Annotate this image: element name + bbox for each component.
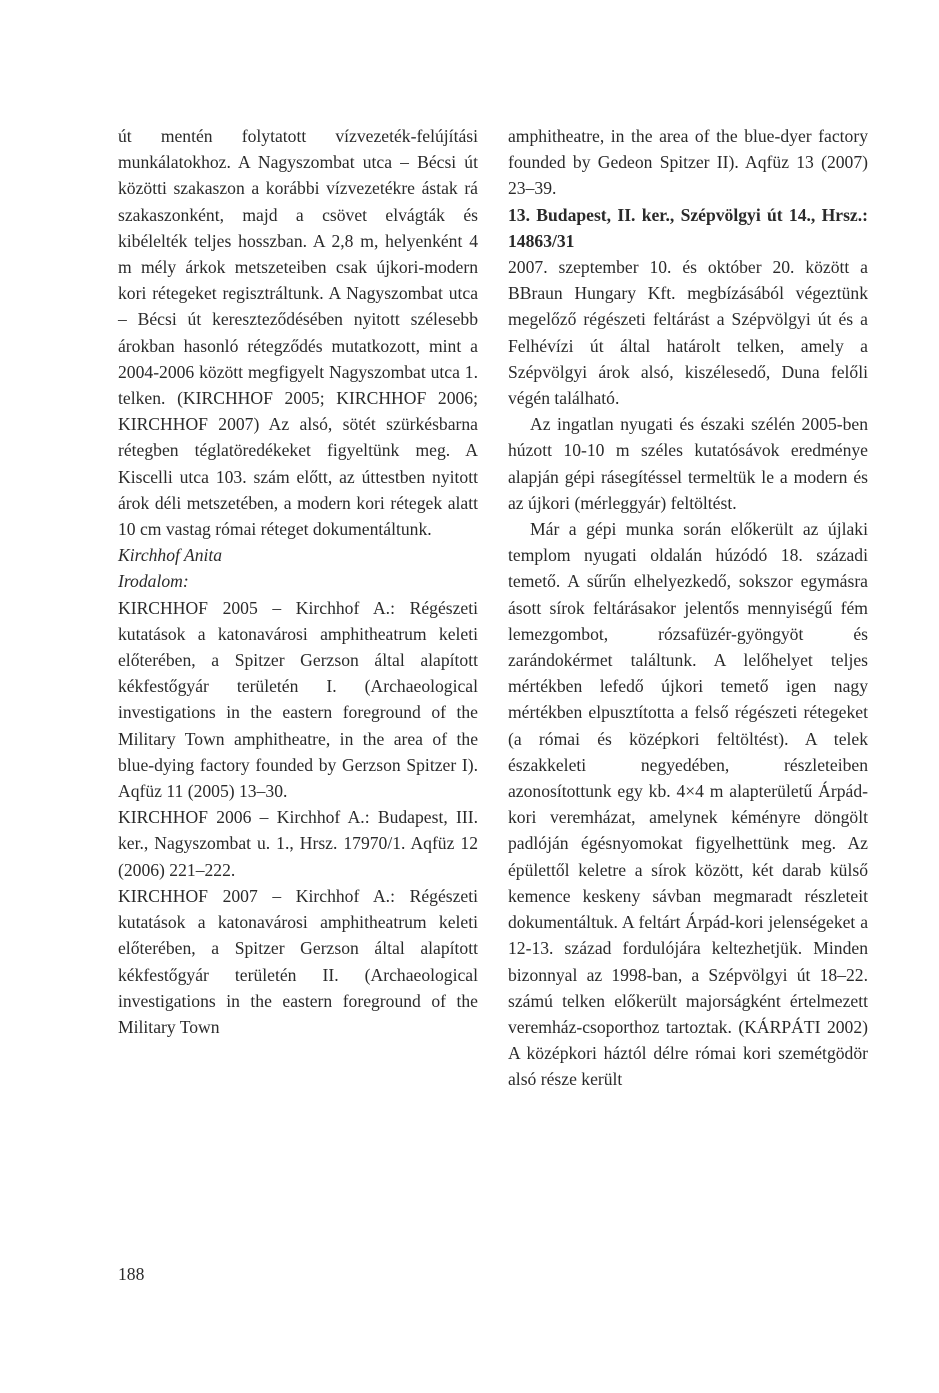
section-heading: 13. Budapest, II. ker., Szépvölgyi út 14., Hrsz.: 14863/31 xyxy=(508,204,868,251)
literature-label: Irodalom: xyxy=(118,571,189,592)
body-paragraph: Az ingatlan nyugati és északi szélén 2005-ben húzott 10-10 m széles kutatósávok eredménye alapján gépi rásegítéssel termeltük le a modern és az újkori (mérleggyár) feltöltést. xyxy=(508,414,868,513)
reference-continuation: amphitheatre, in the area of the blue-dyer factory founded by Gedeon Spitzer II). Aqfüz 13 (2007) 23–39. xyxy=(508,126,868,199)
page-number: 188 xyxy=(118,1264,145,1284)
body-paragraph: út mentén folytatott vízvezeték-felújítási munkálatokhoz. A Nagyszombat utca – Bécsi út közötti szakaszon a korábbi vízvezetékre ástak rá szakaszonként, majd a csövet elvágták és kibélelték teljes hosszban. A 2,8 m, helyenként 4 m mély árkok metszeteiben csak újkori-modern kori rétegeket regisztráltunk. A Nagyszombat utca – Bécsi út kereszteződésében nyitott szélesebb árokban hasonló rétegződés mutatkozott, mint a 2004-2006 között megfigyelt Nagyszombat utca 1. telken. (KIRCHHOF 2005; KIRCHHOF 2006; KIRCHHOF 2007) Az alsó, sötét szürkésbarna rétegben téglatöredékeket figyeltünk meg. A Kiscelli utca 103. szám előtt, az úttestben nyitott árok déli metszetében, a modern kori rétegek alatt 10 cm vastag római réteget dokumentáltunk. xyxy=(118,126,478,540)
body-paragraph: Már a gépi munka során előkerült az újlaki templom nyugati oldalán húzódó 18. századi temető. A sűrűn elhelyezkedő, sokszor egymásra ásott sírok feltárásakor jelentős mennyiségű fém lemezgombot, rózsafüzér-gyöngyöt és zarándokérmet találtunk. A lelőhelyet teljes mértékben lefedő újkori temető igen nagy mértékben elpusztította a felső régészeti rétegeket (a római és középkori feltöltést). A telek északkeleti negyedében, részleteiben azonosítottunk egy kb. 4×4 m alapterületű Árpád-kori veremházat, amelynek kéményre döngölt padlóján égésnyomokat figyelhettünk meg. Az épülettől keletre a sírok között, két darab külső kemence keskeny sávban megmaradt részleteit dokumentáltuk. A feltárt Árpád-kori jelenségeket a 12-13. század fordulójára keltezhetjük. Minden bizonnyal az 1998-ban, a Szépvölgyi út 18–22. számú telken előkerült majorságként értelmezett veremház-csoporthoz tartoztak. (KÁRPÁTI 2002) A középkori háztól délre római kori szemétgödör alsó része került xyxy=(508,519,868,1090)
body-paragraph: 2007. szeptember 10. és október 20. között a BBraun Hungary Kft. megbízásából végeztünk megelőző régészeti feltárást a Szépvölgyi út és a Felhévízi út által határolt telken, amely a Szépvölgyi árok alsó, kiszélesedő, Duna felőli végén található. xyxy=(508,257,868,409)
left-column xyxy=(118,123,478,1040)
right-column xyxy=(508,123,868,1093)
reference-entry: KIRCHHOF 2007 – Kirchhof A.: Régészeti kutatások a katonavárosi amphitheatrum keleti előterében, a Spitzer Gerzson által alapított kékfestőgyár területén II. (Archaeological investigations in the eastern foreground of the Military Town xyxy=(118,885,478,1037)
author-signature: Kirchhof Anita xyxy=(118,545,223,566)
reference-entry: KIRCHHOF 2005 – Kirchhof A.: Régészeti kutatások a katonavárosi amphitheatrum keleti előterében, a Spitzer Gerzson által alapított kékfestőgyár területén I. (Archaeological investigations in the eastern foreground of the Military Town amphitheatre, in the area of the blue-dying factory founded by Gerzson Spitzer I). Aqfüz 11 (2005) 13–30. xyxy=(118,597,478,802)
reference-entry: KIRCHHOF 2006 – Kirchhof A.: Budapest, III. ker., Nagyszombat u. 1., Hrsz. 17970/1. Aqfüz 12 (2006) 221–222. xyxy=(118,807,478,880)
